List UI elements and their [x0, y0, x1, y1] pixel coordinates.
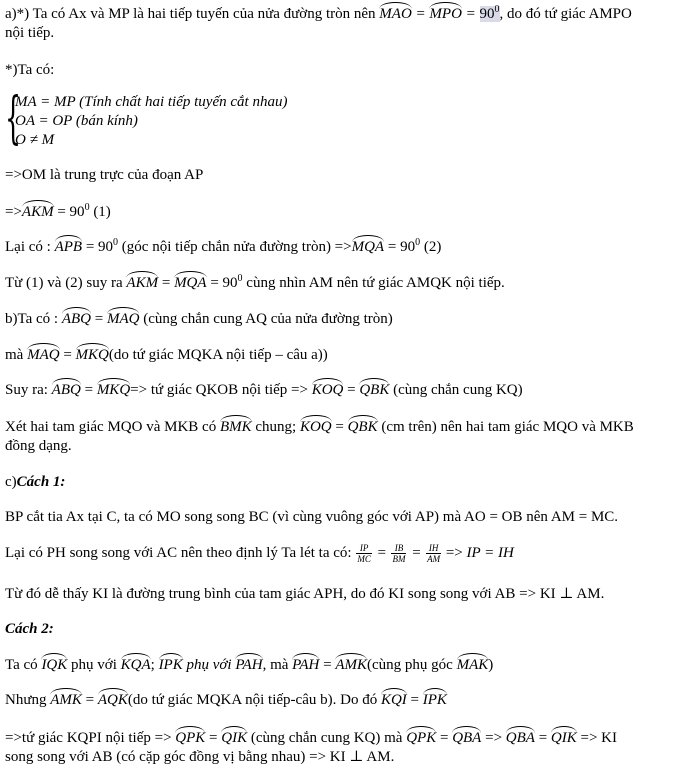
brace-symbol: {: [5, 86, 22, 151]
part-b-line-3: [5, 380, 687, 400]
text-segment: =: [80, 382, 97, 398]
part-b-line-5: đồng dạng.: [5, 438, 72, 454]
text-segment: chung;: [251, 419, 300, 435]
brace-line-1: MA = MP (Tính chất hai tiếp tuyến cắt nhau): [15, 94, 288, 110]
degree-sup: 0: [113, 237, 119, 248]
ng-line: [5, 690, 687, 710]
akm-line: [5, 202, 687, 222]
text-segment: =: [436, 730, 453, 746]
fraction-den: AM: [427, 554, 441, 564]
angle-mpo: MPO: [429, 6, 462, 22]
text-segment: (cm trên) nên hai tam giác MQO và MKB: [377, 419, 634, 435]
angle-mqa: MQA: [174, 275, 207, 291]
angle-akm: AKM: [126, 275, 159, 291]
angle-pah: PAH: [235, 657, 263, 673]
part-a-line-2: nội tiếp.: [5, 25, 55, 41]
text-segment: =: [91, 311, 107, 327]
text-segment: => KI: [576, 730, 618, 746]
angle-kqa: KQA: [120, 657, 151, 673]
method-1-label: Cách 1:: [16, 474, 66, 490]
angle-bmk: BMK: [219, 419, 252, 435]
angle-koq: KOQ: [311, 382, 344, 398]
text-segment: =>tứ giác KQPI nội tiếp =>: [5, 730, 176, 746]
highlighted-value: [480, 6, 500, 22]
fraction-ip-mc: [356, 543, 372, 564]
brace-lines: [15, 93, 287, 150]
text-segment: (do tứ giác MQKA nội tiếp – câu a)): [108, 347, 328, 363]
fraction-den: MC: [357, 554, 371, 564]
text-segment: =: [406, 692, 423, 708]
degree-sup: 0: [84, 202, 90, 213]
angle-ipk: IPK: [422, 692, 447, 708]
degree-sup: 0: [237, 273, 243, 284]
text-segment: 90: [479, 6, 495, 22]
angle-abq: ABQ: [61, 311, 92, 327]
part-b-line-2: [5, 345, 687, 365]
result-ip-ih: IP = IH: [466, 544, 514, 561]
angle-qpk: QPK: [406, 730, 437, 746]
angle-akm: AKM: [21, 204, 54, 220]
text-segment: =: [411, 6, 430, 22]
part-c-label: c): [5, 474, 17, 490]
text-segment: (2): [420, 239, 442, 255]
text-segment: =: [461, 6, 480, 22]
angle-qba: QBA: [452, 730, 482, 746]
fraction-num: IB: [391, 543, 406, 554]
angle-qpk: QPK: [175, 730, 206, 746]
text-segment: Suy ra:: [5, 382, 52, 398]
text-segment: (góc nội tiếp chắn nửa đường tròn) =>: [118, 239, 352, 255]
fraction-num: IH: [426, 543, 441, 554]
brace-line-2: OA = OP (bán kính): [15, 113, 138, 129]
fraction-num: IP: [356, 543, 372, 554]
angle-apb: APB: [54, 239, 83, 255]
text-segment: (cùng phụ góc: [367, 657, 457, 673]
angle-mkq: MKQ: [96, 382, 131, 398]
angle-mkq: MKQ: [75, 347, 109, 363]
angle-mqa: MQA: [351, 239, 385, 255]
part-b-line-4: [5, 417, 687, 437]
text-segment: =>: [442, 544, 467, 561]
part-b-line-1: [5, 309, 687, 329]
text-segment: =>: [481, 730, 506, 746]
angle-kqi: KQI: [380, 692, 407, 708]
text-segment: Từ (1) và (2) suy ra: [5, 275, 127, 291]
fraction-ib-bm: [391, 543, 406, 564]
angle-iqk: IQK: [41, 657, 68, 673]
text-segment: =: [158, 275, 175, 291]
text-segment: b)Ta có :: [5, 311, 62, 327]
method-2-label: [5, 620, 687, 639]
text-segment: ): [488, 657, 494, 673]
text-segment: Xét hai tam giác MQO và MKB có: [5, 419, 220, 435]
angle-abq: ABQ: [51, 382, 81, 398]
angle-koq: KOQ: [299, 419, 332, 435]
text-segment: =: [534, 730, 551, 746]
angle-amk: AMK: [50, 692, 82, 708]
part-c-heading: [5, 473, 687, 492]
angle-amk: AMK: [335, 657, 368, 673]
text-segment: (cùng chắn cung AQ của nửa đường tròn): [139, 311, 393, 327]
text-segment: = 90: [53, 204, 85, 220]
angle-qba: QBA: [505, 730, 535, 746]
angle-pah: PAH: [292, 657, 320, 673]
text-segment: = 90: [206, 275, 238, 291]
text-segment: =: [59, 347, 76, 363]
text-segment: phụ với: [67, 657, 121, 673]
tu-do-line: Từ đó dễ thấy KI là đường trung bình của tam giác APH, do đó KI song song với AB => KI ⊥ AM.: [5, 586, 605, 602]
angle-ipk: IPK: [158, 657, 183, 673]
text-segment: , mà: [262, 657, 293, 673]
text-segment: =: [331, 419, 348, 435]
ss-line: song song với AB (có cặp góc đồng vị bằng nhau) => KI ⊥ AM.: [5, 749, 395, 765]
text-segment: = 90: [384, 239, 416, 255]
apb-line: [5, 237, 687, 257]
text-segment: cùng nhìn AM nên tứ giác AMQK nội tiếp.: [242, 275, 505, 291]
from-line: [5, 273, 687, 293]
ph-line: Lại có PH song song với AC nên theo định lý Ta lét ta có: $\frac{IP}{MC}$ = $\frac{IB}{BM}$ = $\frac{IH}{AM}$ => IP = IH: [5, 543, 514, 564]
text-segment: (1): [89, 204, 111, 220]
tc-line: [5, 655, 687, 675]
text-segment: =: [319, 657, 336, 673]
text-segment: Lại có PH song song với AC nên theo định lý Ta lét ta có:: [5, 544, 356, 561]
angle-maq: MAQ: [27, 347, 60, 363]
text-segment: Nhưng: [5, 692, 51, 708]
text-segment: =: [343, 382, 360, 398]
part-a-line-1: [5, 4, 687, 24]
text-segment: =>: [5, 204, 22, 220]
text-segment: a)*) Ta có Ax và MP là hai tiếp tuyến của nửa đường tròn nên: [5, 6, 380, 22]
method-2-text: Cách 2:: [5, 621, 54, 637]
text-segment: (cùng chắn cung KQ): [389, 382, 523, 398]
text-segment: Lại có :: [5, 239, 55, 255]
kq-line: [5, 728, 687, 748]
text-segment: mà: [5, 347, 28, 363]
fraction-ih-am: [426, 543, 441, 564]
ta-co-heading: *)Ta có:: [5, 62, 55, 78]
fraction-den: BM: [392, 554, 406, 564]
angle-mak: MAK: [456, 657, 489, 673]
angle-qik: QIK: [221, 730, 248, 746]
om-line: =>OM là trung trực của đoạn AP: [5, 167, 204, 183]
brace-line-3: O ≠ M: [15, 132, 55, 148]
degree-sup: 0: [494, 4, 500, 15]
angle-maq: MAQ: [106, 311, 140, 327]
angle-qbk: QBK: [347, 419, 378, 435]
text-segment: phụ với: [182, 657, 236, 673]
text-segment: (cùng chắn cung KQ) mà: [247, 730, 407, 746]
degree-sup: 0: [415, 237, 421, 248]
text-segment: (do tứ giác MQKA nội tiếp-câu b). Do đó: [127, 692, 381, 708]
angle-qbk: QBK: [359, 382, 390, 398]
text-segment: ;: [150, 657, 159, 673]
text-segment: = 90: [82, 239, 114, 255]
text-segment: => tứ giác QKOB nội tiếp =>: [130, 382, 312, 398]
angle-aqk: AQK: [97, 692, 128, 708]
text-segment: , do đó tứ giác AMPO: [499, 6, 632, 22]
text-segment: =: [81, 692, 98, 708]
text-segment: =: [205, 730, 222, 746]
angle-qik: QIK: [550, 730, 577, 746]
text-segment: Ta có: [5, 657, 42, 673]
bp-line: BP cắt tia Ax tại C, ta có MO song song BC (vì cùng vuông góc với AP) mà AO = OB nên AM = MC.: [5, 509, 619, 525]
angle-mao: MAO: [379, 6, 412, 22]
